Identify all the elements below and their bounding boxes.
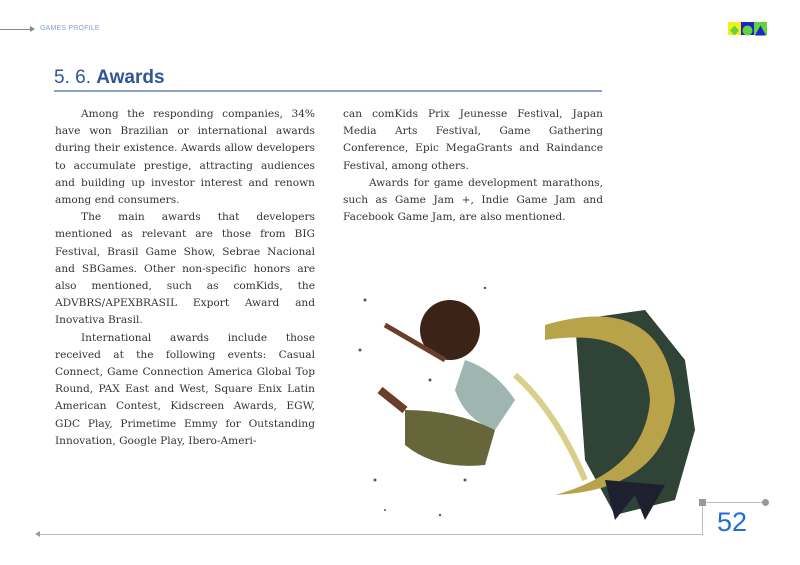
- brand-logo: [728, 22, 767, 35]
- text-column-1: [55, 106, 315, 450]
- diamond-icon: [728, 22, 741, 35]
- section-label: GAMES PROFILE: [40, 25, 100, 32]
- game-character-illustration: [345, 280, 705, 520]
- paragraph: International awards include those received at the following events: Casual Connect, Game Connection America Global Top Round, PAX East and West, Square Enix Latin American Contest, Kidscreen Awards, EGW, GDC Play, Primetime Emmy for Outstanding Innovation, Google Play, Ibero-Ameri-: [55, 331, 315, 447]
- text-column-2: [343, 106, 603, 226]
- footer-line-right: [706, 502, 765, 503]
- page-number: 52: [717, 507, 748, 537]
- circle-icon: [741, 22, 754, 35]
- heading-rule: [54, 90, 602, 92]
- paragraph: Among the responding companies, 34% have won Brazilian or international awards during their existence. Awards allow developers to accumulate prestige, attracting audiences and building up investor interest and renown among end consumers.: [55, 108, 315, 207]
- section-heading: [54, 67, 165, 89]
- footer-line: [40, 534, 703, 535]
- header-line: [0, 29, 30, 30]
- paragraph: Awards for game development marathons, such as Game Jam +, Indie Game Jam and Facebook Game Jam, are also mentioned.: [343, 176, 603, 224]
- heading-number: 5. 6.: [54, 67, 91, 88]
- footer-dot-marker: [762, 499, 769, 506]
- header-arrow-icon: [30, 26, 35, 32]
- footer-square-marker: [699, 499, 706, 506]
- footer-divider: [702, 502, 703, 535]
- heading-title: Awards: [96, 67, 165, 88]
- triangle-icon: [754, 22, 767, 35]
- paragraph: can comKids Prix Jeunesse Festival, Japan Media Arts Festival, Game Gathering Conference, Epic MegaGrants and Raindance Festival, among others.: [343, 108, 603, 172]
- paragraph: The main awards that developers mentioned as relevant are those from BIG Festival, Brasil Game Show, Sebrae Nacional and SBGames. Other non-specific honors are also mentioned, such as comKids, the ADVBRS/APEXBRASIL Export Award and Inovativa Brasil.: [55, 211, 315, 327]
